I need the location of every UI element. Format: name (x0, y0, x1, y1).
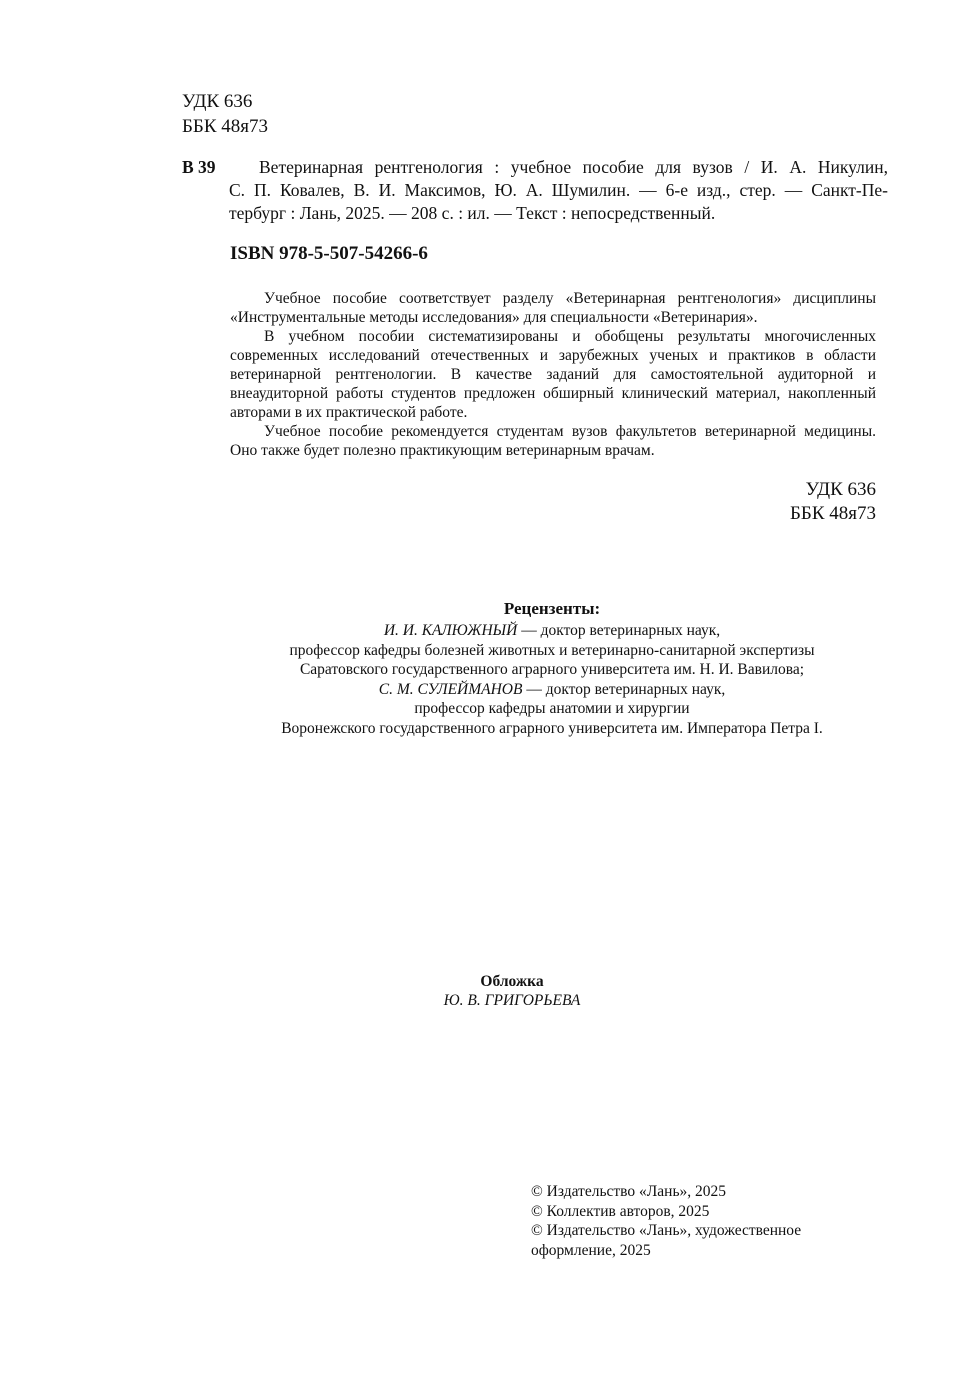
udk-code: УДК 636 (182, 91, 253, 112)
udk-code-right: УДК 636 (805, 479, 876, 500)
abstract-paragraph-1: Учебное пособие соответствует разделу «Ветеринарная рентгенология» дисциплины «Инструментальные методы исследования» для специальности «Ветеринария». (230, 290, 876, 326)
abstract-paragraph-2: В учебном пособии систематизированы и обобщены результаты многочисленных современных исследований отечественных и зарубежных ученых и практиков в области ветеринарной рентгенологии. В качестве заданий для самостоятельной аудиторной и внеаудиторной работы студентов предложен обширный клинический материал, накопленный авторами в их практической работе. (230, 328, 876, 421)
abstract (230, 289, 876, 460)
cover-label: Обложка (480, 973, 544, 990)
reviewer-1-position: профессор кафедры болезней животных и ветеринарно-санитарной экспертизы (289, 641, 815, 659)
isbn: ISBN 978-5-507-54266-6 (230, 243, 428, 264)
reviewers-block (152, 598, 952, 738)
reviewer-2-affiliation: Воронежского государственного аграрного университета им. Императора Петра I. (281, 719, 823, 737)
copyright-block (531, 1182, 861, 1260)
classification-header (182, 89, 268, 139)
reviewer-1-line-1 (152, 621, 952, 641)
reviewer-2-name: С. М. СУЛЕЙМАНОВ (378, 680, 523, 698)
copyright-publisher: © Издательство «Лань», 2025 (531, 1183, 727, 1200)
cover-credit (312, 972, 712, 1010)
author-mark: В 39 (182, 157, 216, 177)
bbk-code-right: ББК 48я73 (790, 503, 876, 524)
bibliographic-line-1: Ветеринарная рентгенология : учебное пособие для вузов / И. А. Никулин, (259, 157, 888, 177)
reviewer-1-name: И. И. КАЛЮЖНЫЙ (383, 622, 518, 639)
bbk-code: ББК 48я73 (182, 116, 268, 137)
classification-footer (790, 478, 876, 526)
reviewer-1-degree: — доктор ветеринарных наук, (517, 622, 721, 639)
bibliographic-line-2: С. П. Ковалев, В. И. Максимов, Ю. А. Шумилин. — 6-е изд., стер. — Санкт-Пе- (229, 180, 888, 200)
reviewer-1-affiliation: Саратовского государственного аграрного университета им. Н. И. Вавилова; (299, 661, 805, 678)
reviewer-2-line-1 (152, 680, 952, 700)
reviewers-title: Рецензенты: (503, 599, 601, 618)
reviewer-2-degree: — доктор ветеринарных наук, (522, 680, 726, 698)
copyright-authors: © Коллектив авторов, 2025 (531, 1202, 710, 1220)
bibliographic-description (229, 156, 888, 225)
copyright-design: © Издательство «Лань», художественное оформление, 2025 (531, 1222, 802, 1259)
reviewer-2-position: профессор кафедры анатомии и хирургии (414, 700, 690, 717)
bibliographic-line-3: тербург : Лань, 2025. — 208 с. : ил. — Текст : непосредственный. (229, 203, 716, 223)
cover-designer: Ю. В. ГРИГОРЬЕВА (443, 992, 581, 1009)
abstract-paragraph-3: Учебное пособие рекомендуется студентам вузов факультетов ветеринарной медицины. Оно также будет полезно практикующим ветеринарным врачам. (230, 423, 876, 459)
bibliographic-record (182, 156, 888, 225)
